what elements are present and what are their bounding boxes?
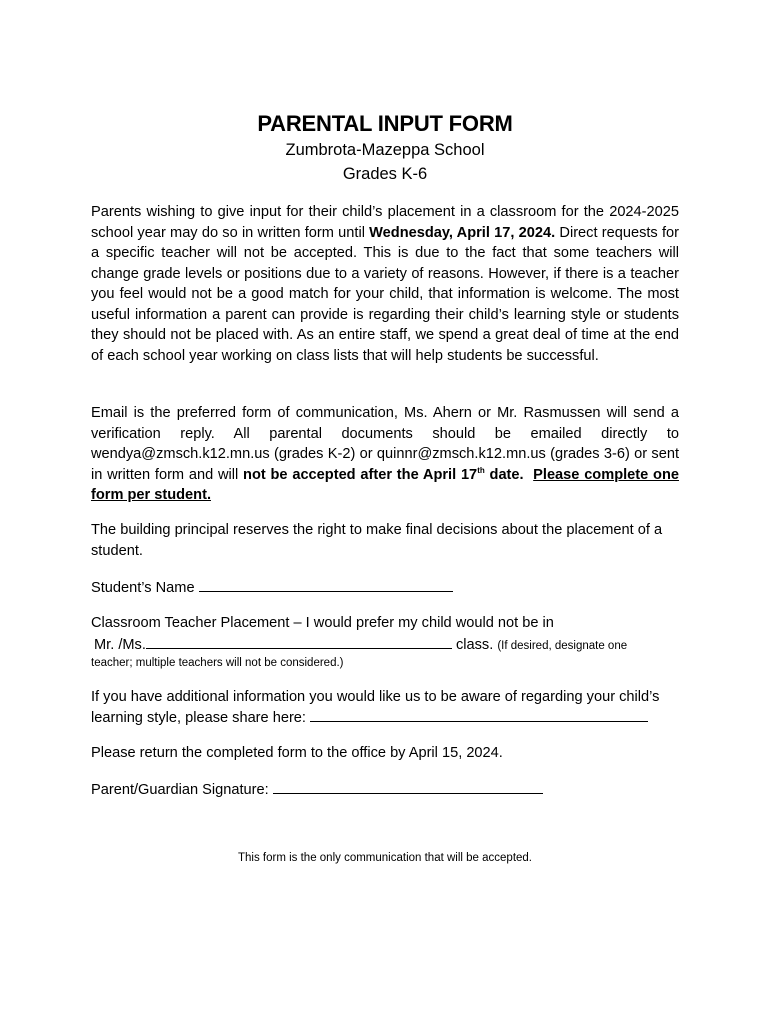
intro-text-b: Direct requests for a specific teacher will not be accepted. This is due to the fact that some teachers will change grade levels or positions due to a variety of reasons. However, if there is a teacher you feel would not be a good match for your child, that information is welcome. The most useful information a parent can provide is regarding their child’s learning style or students they should not be placed with. As an entire staff, we spend a great deal of time at the end of each school year working on class lists that will help students be successful. — [91, 224, 679, 364]
signature-field[interactable] — [273, 779, 543, 794]
school-name: Zumbrota-Mazeppa School — [285, 141, 485, 159]
additional-info-row — [91, 707, 648, 729]
return-note: Please return the completed form to the office by April 15, 2024. — [91, 745, 503, 761]
intro-paragraph — [91, 202, 679, 366]
date-superscript: th — [477, 465, 485, 475]
email-paragraph — [91, 403, 679, 506]
additional-info-line1: If you have additional information you would like us to be aware of regarding your child’s — [91, 689, 660, 705]
signature-row — [91, 779, 543, 801]
not-accepted-text: not be accepted after the April 17 — [243, 466, 478, 483]
teacher-note-a: (If desired, designate one — [497, 640, 628, 652]
deadline-date: Wednesday, April 17, 2024. — [369, 224, 556, 241]
email-text-a: Email is the preferred form of communication, Ms. Ahern or Mr. Rasmussen will send a verification reply. All parental documents should be emailed directly to wendya@zmsch.k12.mn.us (grades K-2) or quinnr@zmsch.k12.mn.us (grades 3-6) or sent in written form and will — [91, 405, 679, 483]
intro-text-a: Parents wishing to give input for their child’s placement in a classroom for the 2024-2025 school year may do so in written form until — [91, 204, 679, 241]
additional-info-field[interactable] — [310, 707, 648, 722]
teacher-prefix: Mr. /Ms. — [94, 637, 146, 653]
footer-note: This form is the only communication that will be accepted. — [237, 852, 533, 864]
teacher-note-b: teacher; multiple teachers will not be considered.) — [91, 657, 344, 669]
grade-range: Grades K-6 — [342, 165, 428, 183]
student-name-label: Student’s Name — [91, 580, 195, 596]
date-word: date. — [484, 466, 524, 483]
one-form-notice: Please complete one form per student. — [91, 466, 679, 503]
teacher-placement-label: Classroom Teacher Placement – I would prefer my child would not be in — [91, 615, 554, 631]
teacher-suffix: class. — [455, 637, 494, 653]
principal-paragraph: The building principal reserves the right to make final decisions about the placement of a student. — [91, 522, 663, 559]
additional-info-label: learning style, please share here: — [91, 710, 306, 726]
teacher-name-field[interactable] — [146, 634, 452, 649]
student-name-field[interactable] — [199, 577, 453, 592]
signature-label: Parent/Guardian Signature: — [91, 782, 269, 798]
form-title: PARENTAL INPUT FORM — [257, 111, 513, 136]
student-name-row — [91, 577, 453, 599]
